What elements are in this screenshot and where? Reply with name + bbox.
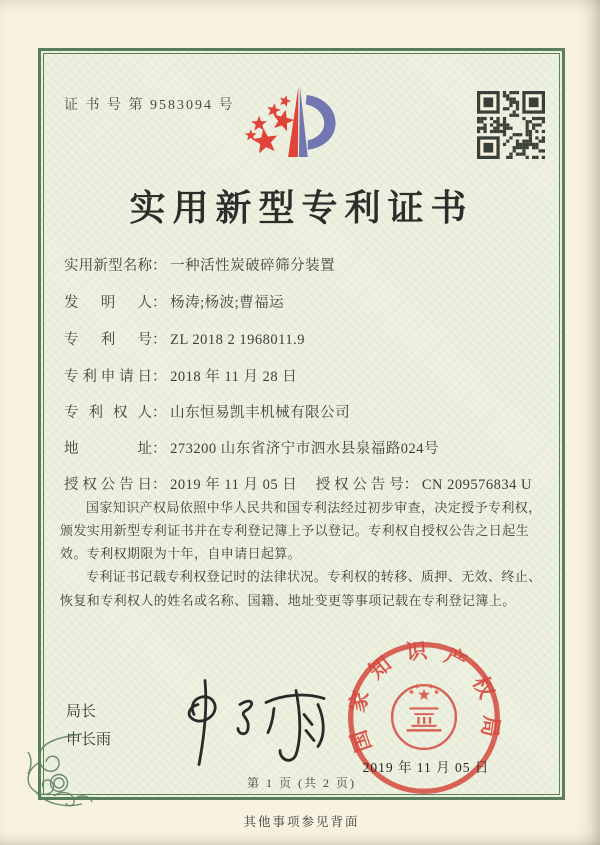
field-label: 专利申请日 bbox=[64, 369, 152, 385]
grant-number-value: CN 209576834 U bbox=[421, 477, 532, 493]
commissioner-title: 局长 bbox=[66, 703, 97, 720]
field-value-inventors: 杨涛;杨波;曹福运 bbox=[170, 295, 285, 311]
corner-flourish-icon bbox=[16, 728, 102, 816]
commissioner-name: 申长雨 bbox=[66, 731, 112, 748]
qr-code bbox=[477, 91, 545, 159]
field-value-address: 273200 山东省济宁市泗水县泉福路024号 bbox=[170, 441, 439, 457]
logo-stars-icon bbox=[245, 95, 294, 153]
field-row-patentee bbox=[64, 401, 544, 423]
field-label: 发明人 bbox=[64, 295, 152, 311]
field-row-address bbox=[64, 437, 544, 459]
field-label: 专利权人 bbox=[64, 405, 152, 421]
grant-number-label: 授权公告号 bbox=[315, 477, 404, 493]
field-value-patent-number: ZL 2018 2 1968011.9 bbox=[170, 332, 306, 348]
cnipa-logo-icon bbox=[228, 70, 373, 184]
field-value-patentee: 山东恒易凯丰机械有限公司 bbox=[170, 405, 351, 421]
signature-handwriting bbox=[168, 672, 348, 772]
back-note: 其他事项参见背面 bbox=[243, 815, 360, 829]
field-colon: ： bbox=[152, 369, 167, 385]
field-row-patent-number bbox=[64, 328, 544, 350]
field-row-name bbox=[64, 254, 544, 276]
field-colon: ： bbox=[152, 477, 167, 493]
seal-date: 2019 年 11 月 05 日 bbox=[362, 760, 490, 775]
field-row-inventors bbox=[64, 291, 544, 313]
field-value-utility-model-name: 一种活性炭破碎筛分装置 bbox=[170, 258, 336, 274]
field-row-filing-date bbox=[64, 365, 544, 387]
grant-date-value: 2019 年 11 月 05 日 bbox=[170, 477, 298, 493]
field-colon: ： bbox=[152, 332, 167, 348]
certificate-number: 证 书 号 第 9583094 号 bbox=[64, 98, 235, 113]
field-label: 专利号 bbox=[64, 332, 152, 348]
legal-text-block bbox=[60, 496, 546, 612]
logo-blue-wedge bbox=[299, 87, 308, 157]
field-colon: ： bbox=[403, 477, 419, 493]
field-label: 地址 bbox=[64, 441, 152, 457]
page-indicator: 第 1 页 (共 2 页) bbox=[247, 776, 356, 790]
legal-paragraph-1: 国家知识产权局依照中华人民共和国专利法经过初步审查，决定授予专利权，颁发实用新型专利证书并在专利登记簿上予以登记。专利权自授权公告之日起生效。专利权期限为十年，自申请日起算。 bbox=[60, 500, 542, 562]
seal-ring-text: 国家知识产权局 bbox=[344, 638, 504, 756]
grant-date-label: 授权公告日 bbox=[64, 477, 152, 493]
field-colon: ： bbox=[152, 295, 167, 311]
certificate-title: 实用新型专利证书 bbox=[129, 188, 474, 228]
field-colon: ： bbox=[152, 258, 167, 274]
field-value-filing-date: 2018 年 11 月 28 日 bbox=[170, 369, 298, 385]
field-label: 实用新型名称 bbox=[64, 258, 152, 274]
field-colon: ： bbox=[152, 441, 167, 457]
field-colon: ： bbox=[152, 405, 167, 421]
legal-paragraph-2: 专利证书记载专利权登记时的法律状况。专利权的转移、质押、无效、终止、恢复和专利权人的姓名或名称、国籍、地址变更等事项记载在专利登记簿上。 bbox=[60, 569, 542, 608]
field-row-grant bbox=[64, 473, 544, 495]
seal-national-emblem-icon bbox=[392, 683, 456, 749]
logo-p-bowl bbox=[306, 95, 336, 150]
